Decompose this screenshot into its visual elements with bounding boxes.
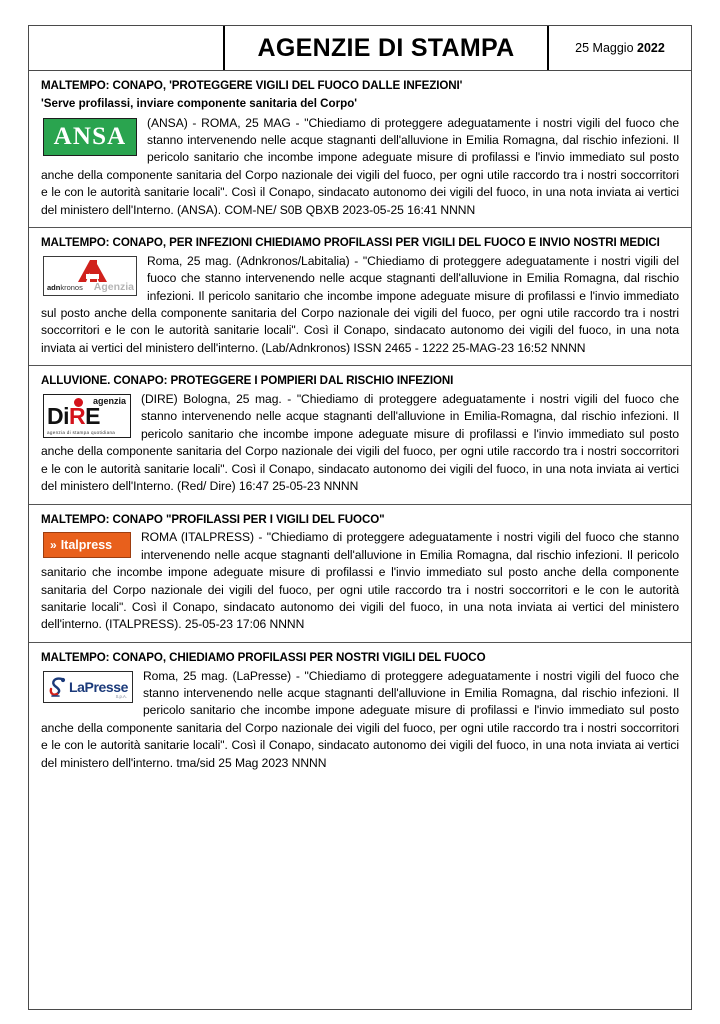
- news-body: (ANSA) - ROMA, 25 MAG - "Chiediamo di proteggere adeguatamente i nostri vigili del fuoco che stanno intervenendo nelle acque stagnanti dell'alluvione in Emilia Romagna, dal rischio infezioni. Il pericolo sanitario che incombe impone adeguate misure di profilassi e l'invio immediato sul posto anche della componente sanitaria del Corpo nazionale dei vigili del fuoco, per ogni utile raccordo tra i nostri soccorritori e le con le autorità sanitarie locali". Così il Conapo, sindacato autonomo dei vigili del fuoco, in una nota inviata ai vertici del ministero dell'Interno. (ANSA). COM-NE/ S0B QBXB 2023-05-25 16:41 NNNN: [41, 115, 679, 217]
- news-block-adnkronos: [29, 228, 691, 366]
- news-body: ROMA (ITALPRESS) - "Chiediamo di proteggere adeguatamente i nostri vigili del fuoco che stanno intervenendo nelle acque stagnanti dell'alluvione in Emilia Romagna, dal rischio infezioni. Il pericolo sanitario che incombe impone adeguate misure di profilassi e l'invio immediato sul posto anche della componente sanitaria del Corpo nazionale dei vigili del fuoco, per ogni utile raccordo tra i nostri soccorritori e le con le autorità sanitarie locali". Così il Conapo, sindacato autonomo dei vigili del fuoco, in una nota inviata ai vertici del ministero dell'interno. (ITALPRESS). 25-05-23 17:06 NNNN: [41, 530, 679, 632]
- headline: MALTEMPO: CONAPO, 'PROTEGGERE VIGILI DEL FUOCO DALLE INFEZIONI': [41, 79, 463, 92]
- header-date-daymonth: 25 Maggio: [575, 41, 638, 55]
- ansa-logo-box: [43, 118, 137, 156]
- header-date-year: 2022: [637, 41, 665, 55]
- adnkronos-wordmark: [47, 284, 83, 292]
- news-body: (DIRE) Bologna, 25 mag. - "Chiediamo di proteggere adeguatamente i nostri vigili del fuoco che stanno intervenendo nelle acque stagnanti dell'alluvione in Emilia-Romagna, dal rischio infezioni. Il pericolo sanitario che incombe impone adeguate misure di profilassi e l'invio immediato sul posto anche della componente sanitaria del Corpo nazionale dei vigili del fuoco, per ogni utile raccordo tra i nostri soccorritori e le con le autorità sanitarie locali". Così il Conapo, sindacato autonomo dei vigili del fuoco, in una nota inviata ai vertici del ministero dell'Interno. (Red/ Dire) 16:47 25-05-23 NNNN: [41, 392, 679, 494]
- adnkronos-logo-box: [43, 256, 137, 296]
- dire-r-text: R: [69, 403, 86, 430]
- news-block-ansa: [29, 71, 691, 228]
- subheadline: 'Serve profilassi, inviare componente sanitaria del Corpo': [41, 96, 358, 110]
- headline: MALTEMPO: CONAPO "PROFILASSI PER I VIGILI DEL FUOCO": [41, 512, 385, 526]
- news-block-dire: [29, 366, 691, 504]
- page-header: [28, 25, 692, 71]
- dire-i-text: i: [63, 403, 70, 430]
- italpress-logo: [43, 532, 131, 558]
- news-block-lapresse: [29, 643, 691, 1009]
- news-table: [28, 71, 692, 1010]
- ansa-logo-text: ANSA: [53, 123, 127, 151]
- lapresse-logo-box: [43, 671, 133, 703]
- ansa-logo: [43, 118, 137, 156]
- adnkronos-mark-icon: [77, 260, 107, 282]
- italpress-logo-box: [43, 532, 131, 558]
- dire-logo: [43, 394, 131, 438]
- dire-tagline-text: agenzia di stampa quotidiana: [47, 430, 116, 436]
- news-block-italpress: [29, 505, 691, 643]
- adnkronos-logo: [43, 256, 137, 296]
- adnkronos-adn-text: adn: [47, 283, 61, 293]
- dire-agenzia-text: agenzia: [92, 396, 126, 407]
- dire-d-text: D: [47, 403, 64, 430]
- dire-logo-box: [43, 394, 131, 438]
- page-title: AGENZIE DI STAMPA: [257, 33, 515, 62]
- news-body: Roma, 25 mag. (Adnkronos/Labitalia) - "Chiediamo di proteggere adeguatamente i nostri vigili del fuoco che stanno intervenendo nelle acque stagnanti dell'alluvione in Emilia Romagna, dal rischio infezioni. Il pericolo sanitario che incombe impone adeguate misure di profilassi e l'invio immediato sul posto anche della componente sanitaria del Corpo nazionale dei vigili del fuoco, per ogni utile raccordo tra i nostri soccorritori e le con le autorità sanitarie locali". Così il Conapo, sindacato autonomo dei vigili del fuoco, in una nota inviata ai vertici del ministero dell'interno. (Lab/Adnkronos) ISSN 2465 - 1222 25-MAG-23 16:52 NNNN: [41, 253, 679, 355]
- headline: MALTEMPO: CONAPO, PER INFEZIONI CHIEDIAMO PROFILASSI PER VIGILI DEL FUOCO E INVIO NOSTRI MEDICI: [41, 236, 660, 250]
- adnkronos-kronos-text: kronos: [60, 283, 83, 293]
- italpress-chevron-icon: »: [50, 538, 57, 553]
- dire-e-text: E: [85, 403, 100, 430]
- headline: MALTEMPO: CONAPO, CHIEDIAMO PROFILASSI PER NOSTRI VIGILI DEL FUOCO: [41, 650, 486, 664]
- headline: ALLUVIONE. CONAPO: PROTEGGERE I POMPIERI DAL RISCHIO INFEZIONI: [41, 374, 454, 388]
- header-date-cell: [549, 26, 691, 70]
- italpress-logo-text: Italpress: [60, 538, 113, 553]
- header-date: [575, 41, 665, 55]
- lapresse-sub-text: S.p.A.: [115, 694, 127, 700]
- adnkronos-agenzia-text: Agenzia: [93, 281, 134, 294]
- lapresse-logo-text: LaPresse: [69, 678, 129, 695]
- header-left-cell: [29, 26, 225, 70]
- lapresse-logo: [43, 671, 133, 703]
- news-body: Roma, 25 mag. (LaPresse) - "Chiediamo di proteggere adeguatamente i nostri vigili del fuoco che stanno intervenendo nelle acque stagnanti dell'alluvione in Emilia Romagna, dal rischio infezioni. Il pericolo sanitario che incombe impone adeguate misure di profilassi e l'invio immediato sul posto anche della componente sanitaria del Corpo nazionale dei vigili del fuoco, per ogni utile raccordo tra i nostri soccorritori e le con le autorità sanitarie locali". Così il Conapo, sindacato autonomo dei vigili del fuoco, in una nota inviata ai vertici del ministero dell'interno. tma/sid 25 Mag 2023 NNNN: [41, 668, 679, 770]
- dire-wordmark: [47, 405, 100, 428]
- lapresse-swirl-icon: [48, 676, 68, 698]
- page-title-cell: [225, 26, 549, 70]
